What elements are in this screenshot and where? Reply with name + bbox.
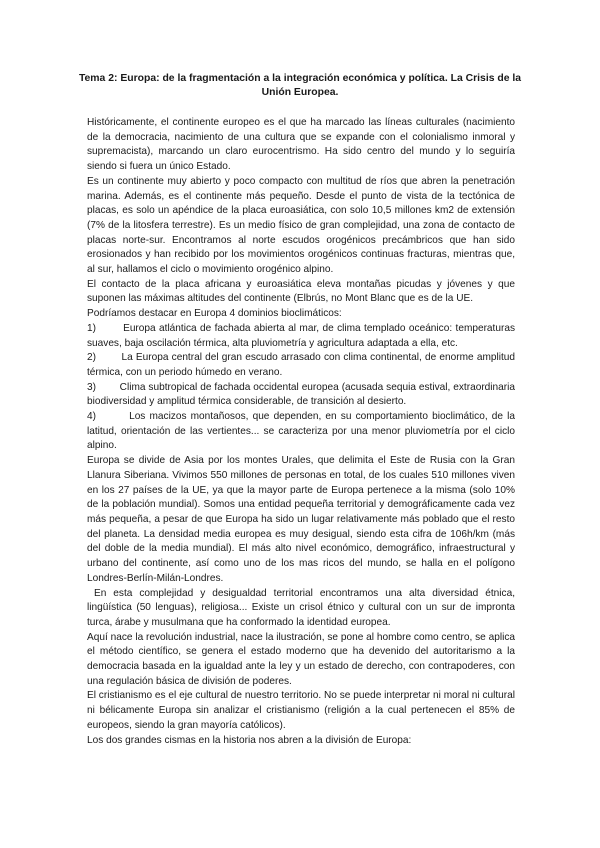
list-item-domain-4: 4) Los macizos montañosos, que dependen, en su comportamiento bioclimático, de la latitud, orientación de las vertientes... se caracteriza por una menor pluviometría por el ciclo alpino. bbox=[87, 411, 518, 452]
paragraph-revolution: Aquí nace la revolución industrial, nace la ilustración, se pone al hombre como centro, se aplica el método científico, se genera el estado moderno que ha devenido del autoritarismo a la democracia basada en la igualdad ante la ley y un estado de derecho, con contrapoderes, con una regulación básica de división de poderes. bbox=[87, 631, 515, 687]
paragraph-domains-intro: Podríamos destacar en Europa 4 dominios bioclimáticos: bbox=[87, 308, 342, 320]
document-body bbox=[87, 116, 518, 748]
list-item-domain-1: 1) Europa atlántica de fachada abierta al mar, de clima templado oceánico: temperaturas suaves, baja oscilación térmica, alta pluviometría y agricultura adaptada a ella, etc. bbox=[87, 322, 518, 349]
paragraph-intro: Históricamente, el continente europeo es el que ha marcado las líneas culturales (nacimiento de la democracia, nacimiento de una cultura que se expande con el colonialismo inmoral y supremacista), marcando un claro eurocentrismo. Ha sido centro del mundo y lo seguiría siendo si fuera un único Estado. bbox=[87, 117, 515, 173]
paragraph-population: Europa se divide de Asia por los montes Urales, que delimita el Este de Rusia con la Gran Llanura Siberiana. Vivimos 550 millones de personas en total, de los cuales 510 millones viven en los 27 países de la UE, ya que la mayor parte de Europa pertenece a la misma (solo 10% de la población mundial). Somos una entidad pequeña territorial y demográficamente cada vez más pequeña, a pesar de que Europa ha sido un lugar relativamente más poblado que el resto del planeta. La densidad media europea es muy desigual, siendo esta cifra de 106h/km (más del doble de la media mundial). El más alto nivel económico, demográfico, infraestructural y urbano del continente, así como uno de los mas ricos del mundo, se halla en el polígono Londres-Berlín-Milán-Londres. bbox=[87, 455, 515, 584]
paragraph-christianity: El cristianismo es el eje cultural de nuestro territorio. No se puede interpretar ni moral ni cultural ni bélicamente Europa sin analizar el cristianismo (religión a la cual pertenecen el 85% de europeos, siendo la gran mayoría católicos). bbox=[87, 690, 515, 731]
paragraph-schisms: Los dos grandes cismas en la historia nos abren a la división de Europa: bbox=[87, 734, 412, 746]
list-item-domain-3: 3) Clima subtropical de fachada occidental europea (acusada sequia estival, extraordinaria biodiversidad y amplitud térmica considerable, de transición al desierto. bbox=[87, 381, 518, 408]
list-item-domain-2: 2) La Europa central del gran escudo arrasado con clima continental, de enorme amplitud térmica, con un periodo húmedo en verano. bbox=[87, 352, 518, 378]
page-title: Tema 2: Europa: de la fragmentación a la integración económica y política. La Crisis de la Unión Europea. bbox=[78, 73, 522, 98]
paragraph-diversity: En esta complejidad y desigualdad territorial encontramos una alta diversidad étnica, lingüística (50 lenguas), religiosa... Existe un crisol étnico y cultural con un sur de impronta turca, árabe y musulmana que ha conformado la identidad europea. bbox=[87, 587, 518, 628]
paragraph-plates: El contacto de la placa africana y euroasiática eleva montañas picudas y jóvenes y que suponen las máximas altitudes del continente (Elbrús, no Mont Blanc que es de la UE. bbox=[87, 278, 515, 305]
paragraph-geography: Es un continente muy abierto y poco compacto con multitud de ríos que abren la penetración marina. Además, es el continente más pequeño. Desde el punto de vista de la tectónica de placas, es solo un apéndice de la placa euroasiática, con solo 10,5 millones km2 de extensión (7% de la litosfera terrestre). Es un medio físico de gran complejidad, una zona de contacto de placas norte-sur. Encontramos al norte escudos orogénicos precámbricos que han sido erosionados y han recibido por los movimientos orogénicos continuas fracturas, mientras que, al sur, hallamos el ciclo o movimiento orogénico alpino. bbox=[87, 175, 515, 276]
